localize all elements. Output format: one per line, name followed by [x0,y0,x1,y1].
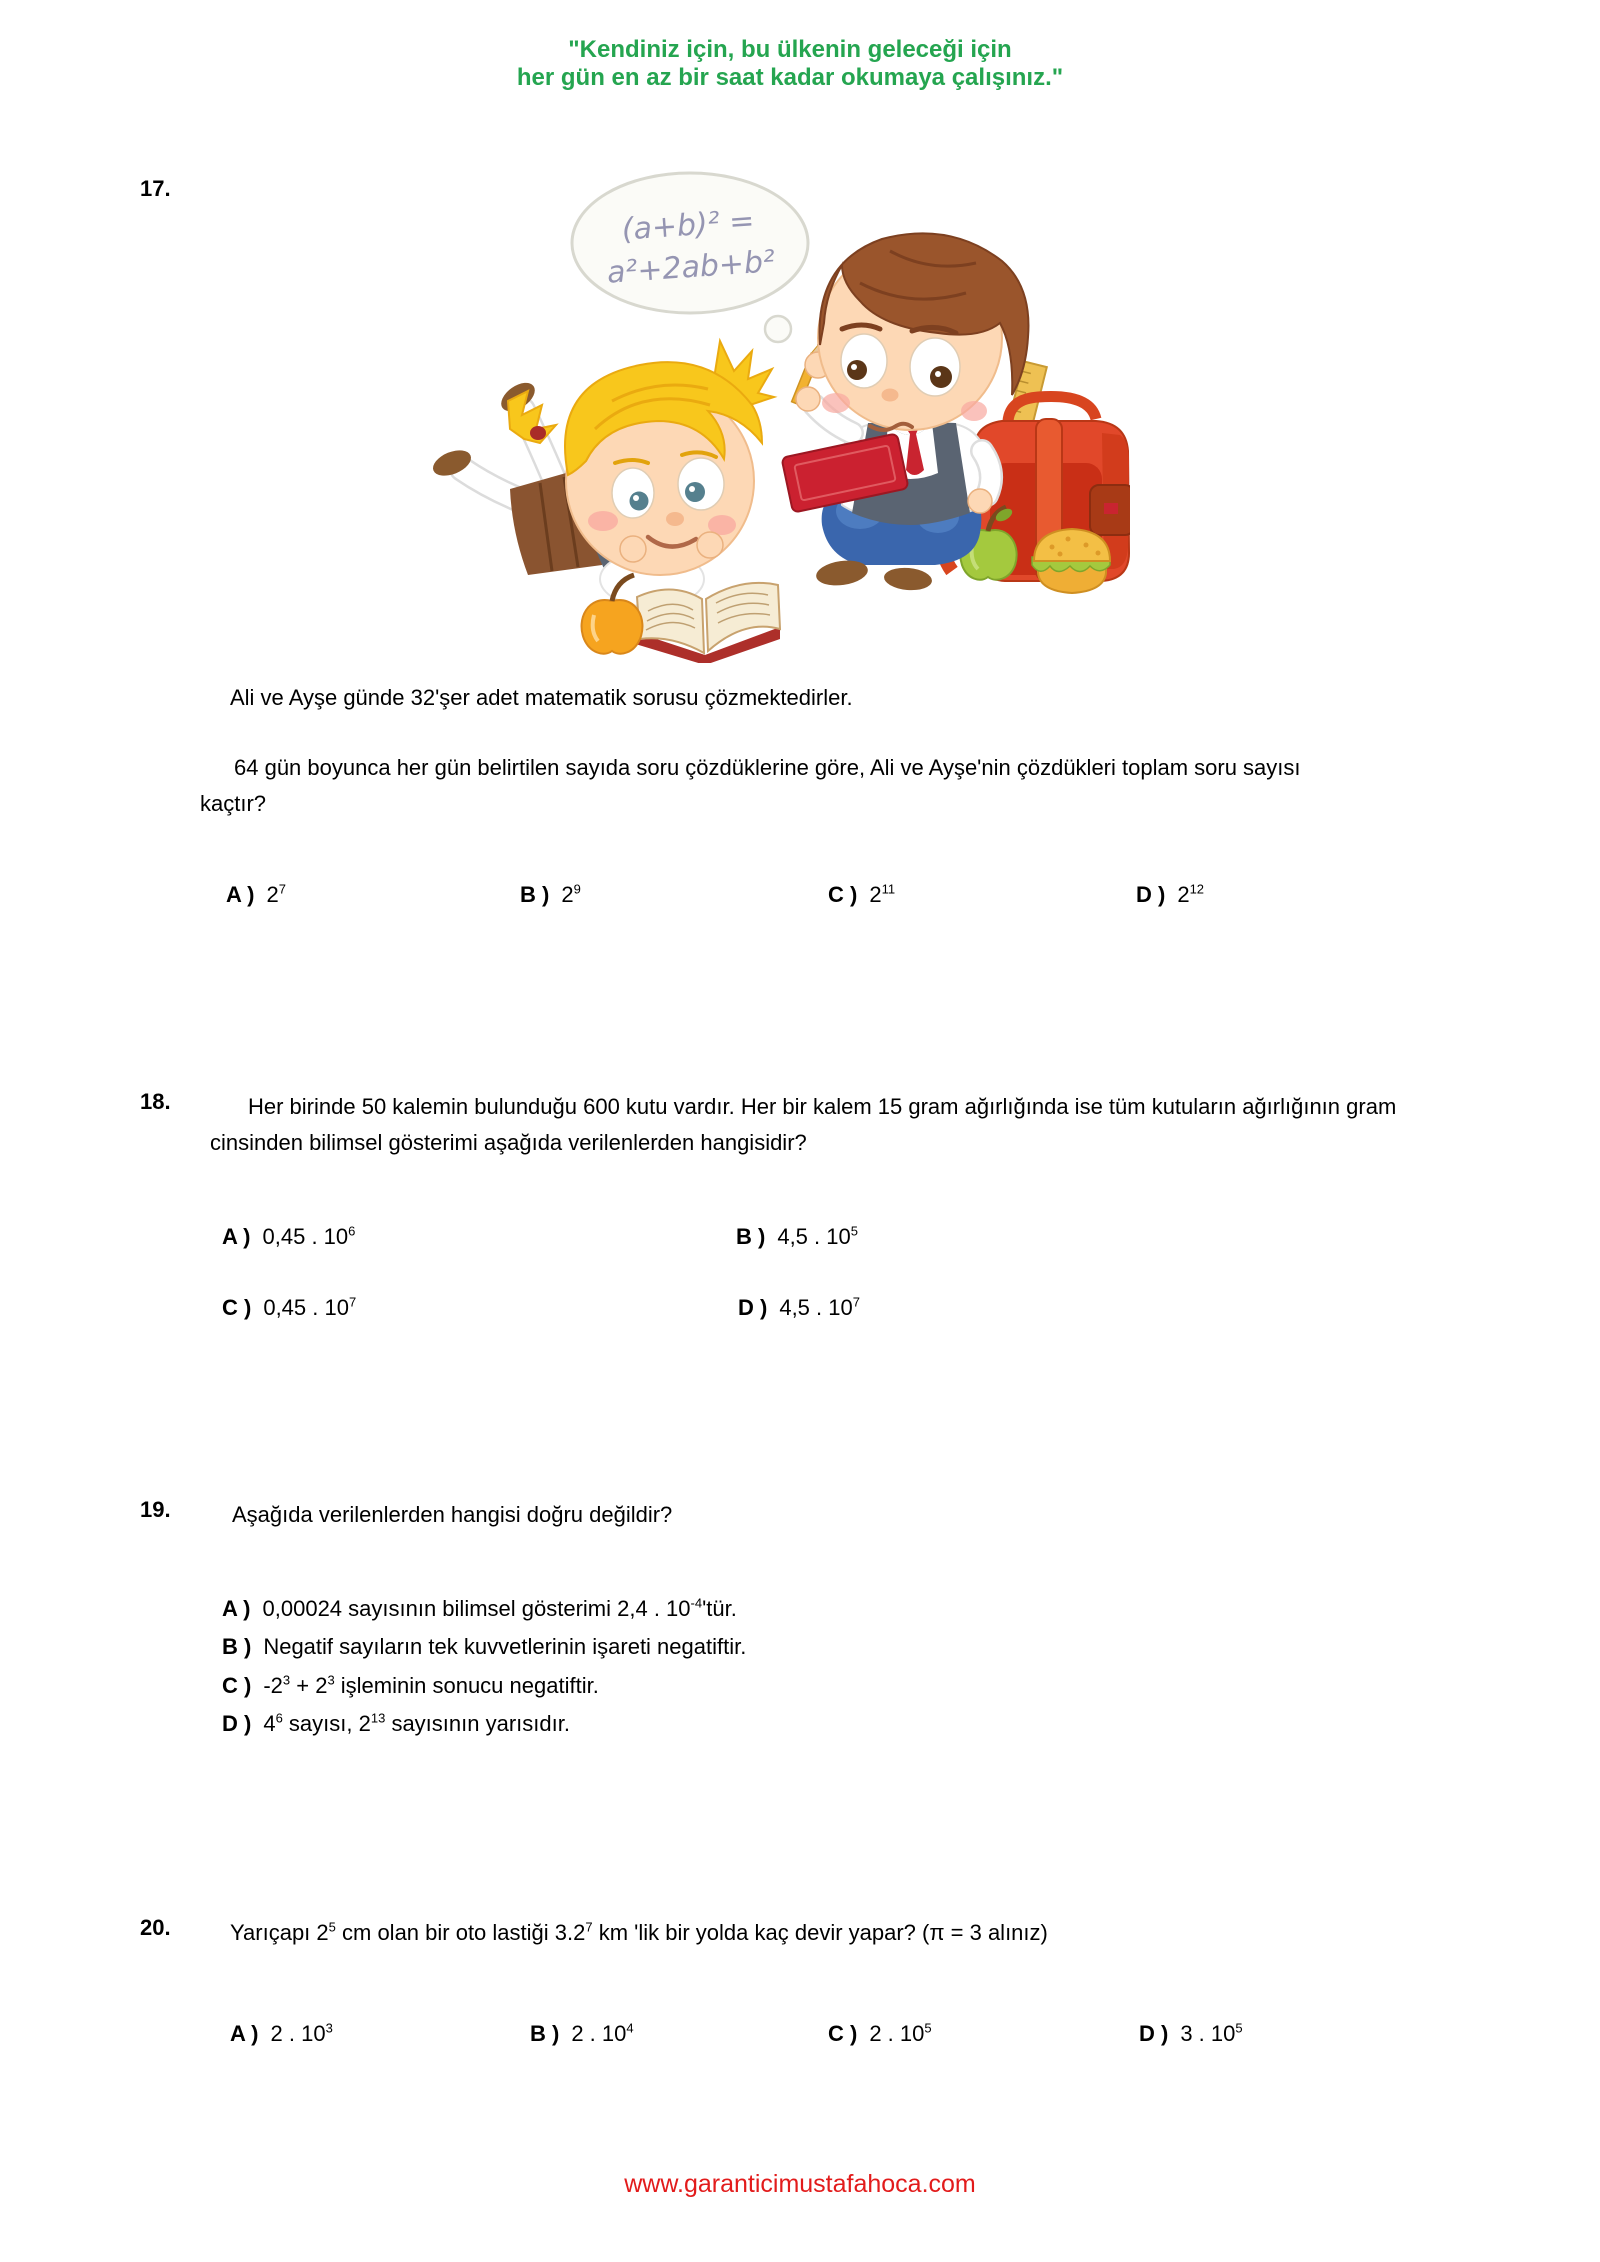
q20-option-a-label: A ) [230,2021,259,2046]
q17-option-b [520,882,581,908]
q19-option-a-value: 0,00024 sayısının bilimsel gösterimi 2,4 . $10^{-4}'tür$. [262,1595,737,1621]
motto-line-1: "Kendiniz için, bu ülkenin geleceği için [568,36,1012,63]
q19-option-c [222,1673,599,1699]
page-header-motto [0,36,1580,92]
bubble-formula-line1: (a+b)² = [620,203,756,248]
q18-option-a-label: A ) [222,1224,251,1249]
q20-option-d [1139,2021,1243,2047]
q18-option-d-label: D ) [738,1295,768,1320]
q17-option-c [828,882,895,908]
q18-option-b-label: B ) [736,1224,766,1249]
q19-option-d-value: $4^6$ sayısı, $2^{13}$ sayısının yarısıdır. [263,1710,570,1736]
q19-option-b [222,1634,746,1660]
q19-option-c-label: C ) [222,1673,252,1698]
question-20-text: Yarıçapı $2^5$ cm olan bir oto lastiği $3.2^7$ km 'lik bir yolda kaç devir yapar? (π = 3 alınız) [230,1919,1048,1945]
q19-option-a [222,1596,737,1622]
q17-option-d-value: $2^{12}$ [1177,881,1205,907]
thought-bubble-graphic [572,173,808,342]
q19-option-b-value: Negatif sayıların tek kuvvetlerinin işareti negatiftir. [263,1634,747,1659]
question-18-number: 18. [140,1089,171,1114]
q17-option-a [226,882,286,908]
q18-option-d-value: 4,5 . $10^7$ [779,1294,860,1320]
motto-line-2: her gün en az bir saat kadar okumaya çalışınız." [516,64,1064,91]
girl-graphic [429,341,780,663]
q19-option-d [222,1711,570,1737]
question-17-para1: Ali ve Ayşe günde 32'şer adet matematik sorusu çözmektedirler. [230,685,853,710]
q20-option-c [828,2021,932,2047]
q18-option-c-value: 0,45 . $10^7$ [263,1294,357,1320]
q18-option-b [736,1224,858,1250]
q20-option-b-value: 2 . $10^4$ [571,2020,634,2046]
q18-option-b-value: 4,5 . $10^5$ [777,1223,858,1249]
q17-option-a-label: A ) [226,882,255,907]
q18-option-d [738,1295,860,1321]
q17-option-a-value: $2^7$ [266,881,286,907]
q20-option-c-label: C ) [828,2021,858,2046]
q19-option-c-value: $-2^3 + 2^3$ işleminin sonucu negatiftir. [263,1672,599,1698]
q18-option-c-label: C ) [222,1295,252,1320]
q20-option-d-label: D ) [1139,2021,1169,2046]
footer-website-link[interactable]: www.garanticimustafahoca.com [624,2170,976,2198]
q17-option-d-label: D ) [1136,882,1166,907]
q17-option-d [1136,882,1204,908]
q20-option-c-value: 2 . $10^5$ [869,2020,932,2046]
question-18-text: Her birinde 50 kalemin bulunduğu 600 kutu vardır. Her bir kalem 15 gram ağırlığında ise tüm kutuların ağırlığının gram cinsinden bilimsel gösterimi aşağıda verilenlerden hangisidir? [210,1094,1397,1155]
q17-option-c-value: $2^{11}$ [869,881,896,907]
q19-option-d-label: D ) [222,1711,252,1736]
q17-option-b-label: B ) [520,882,550,907]
question-17-number: 17. [140,176,171,201]
q19-option-b-label: B ) [222,1634,252,1659]
question-19-text: Aşağıda verilenlerden hangisi doğru değildir? [232,1502,673,1527]
kids-studying-illustration [390,133,1130,663]
q17-option-b-value: $2^9$ [561,881,581,907]
q19-option-a-label: A ) [222,1596,251,1621]
q20-option-b-label: B ) [530,2021,560,2046]
q17-option-c-label: C ) [828,882,858,907]
q20-option-a [230,2021,333,2047]
q20-option-b [530,2021,634,2047]
q18-option-a-value: 0,45 . $10^6$ [262,1223,356,1249]
q20-option-d-value: 3 . $10^5$ [1180,2020,1243,2046]
bubble-formula-line2: a²+2ab+b² [605,244,777,291]
q18-option-c [222,1295,356,1321]
q20-option-a-value: 2 . $10^3$ [270,2020,333,2046]
question-17-para2: 64 gün boyunca her gün belirtilen sayıda soru çözdüklerine göre, Ali ve Ayşe'nin çözdükleri toplam soru sayısı kaçtır? [200,755,1301,816]
page-footer [0,2170,1600,2199]
question-19-number: 19. [140,1497,171,1522]
question-20-number: 20. [140,1915,171,1940]
q18-option-a [222,1224,355,1250]
